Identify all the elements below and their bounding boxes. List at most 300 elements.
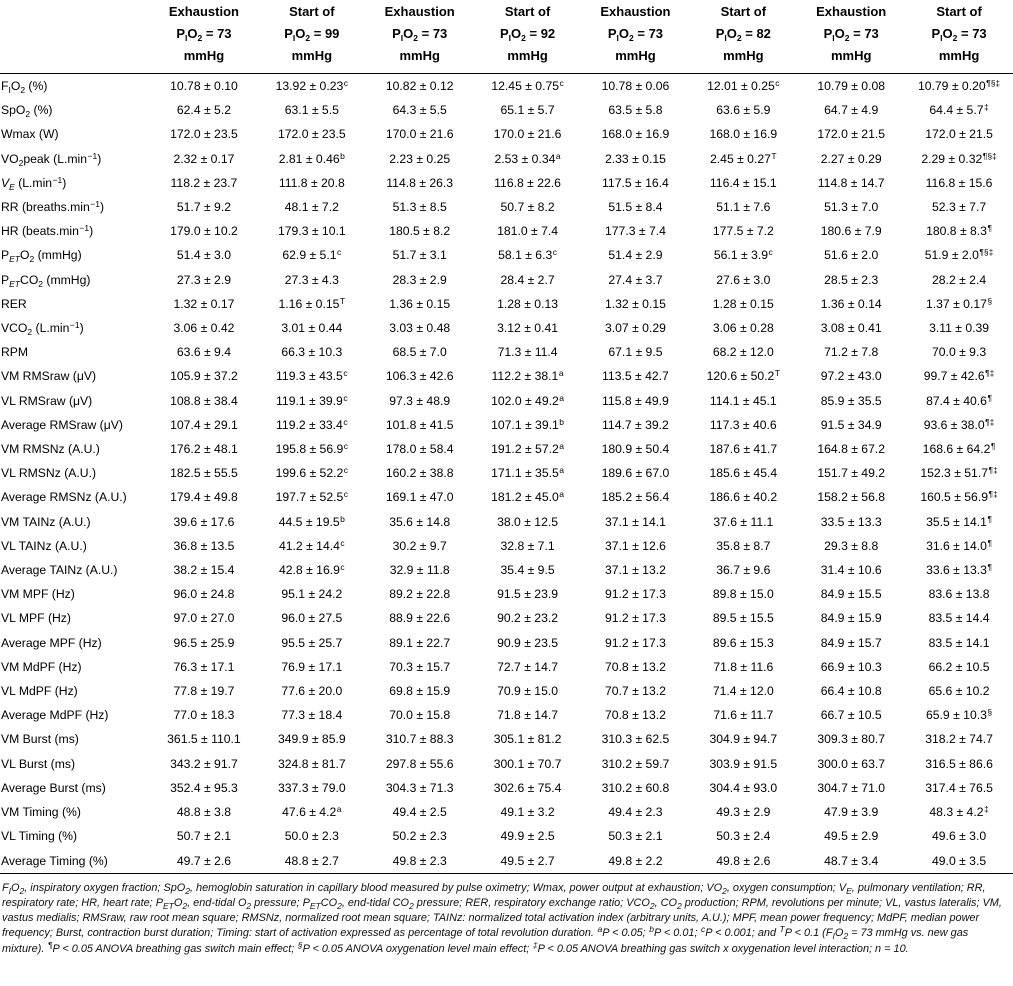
cell-value: 37.1 ± 12.6 bbox=[604, 538, 666, 553]
cell-value: 64.3 ± 5.5 bbox=[392, 103, 447, 118]
table-cell bbox=[150, 582, 258, 606]
header-text: O bbox=[618, 26, 630, 41]
cell-value: 2.32 ± 0.17 bbox=[173, 151, 235, 166]
cell-value: 349.9 ± 85.9 bbox=[277, 732, 346, 747]
cell-value: 84.9 ± 15.5 bbox=[820, 587, 882, 602]
significance-marker: a bbox=[336, 804, 342, 815]
cell-value: 84.9 ± 15.9 bbox=[820, 611, 882, 626]
significance-marker: a bbox=[559, 489, 565, 500]
table-cell bbox=[366, 606, 474, 630]
table-cell bbox=[258, 292, 366, 316]
cell-value: 50.3 ± 2.4 bbox=[716, 829, 771, 844]
footnote-text: F bbox=[2, 881, 9, 894]
cell-value: 89.2 ± 22.8 bbox=[389, 587, 451, 602]
table-cell bbox=[258, 824, 366, 848]
cell-value: 96.0 ± 27.5 bbox=[281, 611, 343, 626]
cell-value: 30.2 ± 9.7 bbox=[392, 538, 447, 553]
significance-marker: c bbox=[552, 247, 557, 258]
cell-value: 12.01 ± 0.25 bbox=[707, 79, 775, 93]
table-cell bbox=[258, 655, 366, 679]
table-cell bbox=[474, 147, 582, 171]
table-cell bbox=[905, 364, 1013, 388]
cell-value: 3.06 ± 0.28 bbox=[712, 321, 774, 336]
cell-value: 310.3 ± 62.5 bbox=[601, 732, 670, 747]
table-row bbox=[0, 727, 1013, 751]
cell-value: 97.3 ± 48.9 bbox=[389, 393, 451, 408]
table-cell bbox=[905, 558, 1013, 582]
significance-marker: c bbox=[343, 465, 349, 476]
cell-value: 77.0 ± 18.3 bbox=[173, 708, 235, 723]
cell-value: 108.8 ± 38.4 bbox=[170, 393, 238, 408]
table-row bbox=[0, 558, 1013, 582]
cell-value: 72.7 ± 14.7 bbox=[497, 659, 559, 674]
table-cell bbox=[905, 510, 1013, 534]
table-cell bbox=[474, 703, 582, 727]
table-cell bbox=[366, 437, 474, 461]
table-cell bbox=[474, 219, 582, 243]
row-label bbox=[0, 98, 150, 122]
label-text: ) bbox=[62, 175, 67, 190]
column-header-line1: Exhaustion bbox=[600, 4, 671, 19]
header-text: = 99 bbox=[310, 26, 340, 41]
header-text: P bbox=[499, 26, 509, 41]
cell-value: 47.6 ± 4.2 bbox=[282, 805, 337, 820]
table-cell bbox=[258, 98, 366, 122]
footnote-subscript: 2 bbox=[409, 900, 414, 911]
significance-marker: ¶ bbox=[990, 441, 996, 452]
table-cell bbox=[258, 243, 366, 267]
table-cell bbox=[150, 98, 258, 122]
cell-value: 70.9 ± 15.0 bbox=[497, 684, 559, 699]
significance-marker: c bbox=[337, 247, 342, 258]
table-cell bbox=[366, 122, 474, 146]
table-cell bbox=[905, 703, 1013, 727]
cell-value: 64.7 ± 4.9 bbox=[824, 103, 879, 118]
column-header-line1: Start of bbox=[936, 4, 982, 19]
table-cell bbox=[150, 679, 258, 703]
table-cell bbox=[797, 606, 905, 630]
header-text: P bbox=[607, 26, 617, 41]
table-row bbox=[0, 849, 1013, 874]
header-text: P bbox=[715, 26, 725, 41]
table-cell bbox=[905, 389, 1013, 413]
cell-value: 63.5 ± 5.8 bbox=[608, 103, 663, 118]
label-text: (L.min bbox=[32, 321, 70, 336]
table-cell bbox=[582, 74, 690, 99]
table-cell bbox=[797, 122, 905, 146]
table-cell bbox=[366, 268, 474, 292]
cell-value: 38.2 ± 15.4 bbox=[173, 563, 235, 578]
cell-value: 48.8 ± 2.7 bbox=[284, 853, 339, 868]
table-body bbox=[0, 74, 1013, 874]
cell-value: 102.0 ± 49.2 bbox=[491, 393, 559, 408]
table-cell bbox=[150, 389, 258, 413]
cell-value: 28.3 ± 2.9 bbox=[392, 272, 447, 287]
cell-value: 95.5 ± 25.7 bbox=[281, 635, 343, 650]
table-row bbox=[0, 582, 1013, 606]
cell-value: 2.53 ± 0.34 bbox=[494, 151, 556, 166]
table-cell bbox=[150, 752, 258, 776]
table-row bbox=[0, 364, 1013, 388]
table-cell bbox=[689, 510, 797, 534]
table-cell bbox=[905, 195, 1013, 219]
row-label bbox=[0, 631, 150, 655]
footnote-superscript: ‡ bbox=[532, 939, 538, 950]
label-text: RER bbox=[1, 296, 27, 311]
label-text: ) bbox=[97, 151, 102, 166]
cell-value: 107.1 ± 39.1 bbox=[491, 417, 559, 432]
table-cell bbox=[689, 679, 797, 703]
table-cell bbox=[905, 776, 1013, 800]
footnote-subscript: 2 bbox=[649, 900, 655, 911]
cell-value: 33.6 ± 13.3 bbox=[926, 563, 987, 578]
table-cell bbox=[797, 800, 905, 824]
significance-marker: § bbox=[987, 707, 993, 718]
table-cell bbox=[366, 292, 474, 316]
table-cell bbox=[689, 243, 797, 267]
row-label bbox=[0, 389, 150, 413]
footnote-subscript: ET bbox=[309, 900, 321, 911]
cell-value: 189.6 ± 67.0 bbox=[601, 466, 670, 481]
cell-value: 168.0 ± 16.9 bbox=[601, 127, 670, 142]
table-cell bbox=[366, 316, 474, 340]
table-cell bbox=[474, 849, 582, 874]
cell-value: 29.3 ± 8.8 bbox=[824, 538, 879, 553]
table-cell bbox=[474, 268, 582, 292]
footnote-subscript: 2 bbox=[246, 900, 252, 911]
cell-value: 77.6 ± 20.0 bbox=[281, 684, 343, 699]
cell-value: 185.2 ± 56.4 bbox=[601, 490, 670, 505]
table-cell bbox=[797, 534, 905, 558]
cell-value: 116.4 ± 15.1 bbox=[709, 175, 777, 190]
table-cell bbox=[905, 582, 1013, 606]
table-cell bbox=[582, 98, 690, 122]
table-cell bbox=[689, 485, 797, 509]
row-label bbox=[0, 727, 150, 751]
table-cell bbox=[797, 824, 905, 848]
cell-value: 51.4 ± 3.0 bbox=[176, 248, 231, 263]
cell-value: 169.1 ± 47.0 bbox=[385, 490, 454, 505]
significance-marker: ¶‡ bbox=[985, 368, 995, 379]
cell-value: 343.2 ± 91.7 bbox=[170, 756, 238, 771]
cell-value: 1.16 ± 0.15 bbox=[278, 296, 340, 311]
label-superscript: −1 bbox=[69, 320, 80, 331]
label-text: Average RMSNz (A.U.) bbox=[1, 490, 127, 505]
cell-value: 180.9 ± 50.4 bbox=[601, 442, 670, 457]
table-row bbox=[0, 606, 1013, 630]
footnote-text: , pulmonary ventilation; RR, respiratory rate; HR, heart rate; P bbox=[2, 881, 986, 909]
table-row bbox=[0, 98, 1013, 122]
cell-value: 31.4 ± 10.6 bbox=[820, 563, 882, 578]
table-cell bbox=[258, 631, 366, 655]
table-cell bbox=[689, 800, 797, 824]
table-row bbox=[0, 171, 1013, 195]
table-cell bbox=[797, 752, 905, 776]
table-cell bbox=[905, 316, 1013, 340]
cell-value: 83.5 ± 14.4 bbox=[928, 611, 990, 626]
table-cell bbox=[258, 727, 366, 751]
table-cell bbox=[797, 461, 905, 485]
label-text: VM RMSraw (μV) bbox=[1, 369, 97, 384]
label-subscript: E bbox=[9, 181, 15, 192]
table-row bbox=[0, 631, 1013, 655]
table-cell bbox=[258, 776, 366, 800]
cell-value: 195.8 ± 56.9 bbox=[275, 442, 344, 457]
header-text: = 73 bbox=[202, 26, 232, 41]
cell-value: 64.4 ± 5.7 bbox=[929, 103, 984, 118]
table-row bbox=[0, 679, 1013, 703]
cell-value: 1.28 ± 0.15 bbox=[712, 296, 774, 311]
cell-value: 310.2 ± 60.8 bbox=[601, 780, 670, 795]
cell-value: 89.8 ± 15.0 bbox=[712, 587, 774, 602]
row-label bbox=[0, 171, 150, 195]
label-text: VM MdPF (Hz) bbox=[1, 659, 82, 674]
table-cell bbox=[689, 413, 797, 437]
table-cell bbox=[689, 437, 797, 461]
table-cell bbox=[258, 147, 366, 171]
table-cell bbox=[258, 534, 366, 558]
row-label bbox=[0, 485, 150, 509]
significance-marker: a bbox=[558, 368, 564, 379]
table-cell bbox=[689, 195, 797, 219]
table-cell bbox=[582, 437, 690, 461]
table-cell bbox=[582, 485, 690, 509]
table-cell bbox=[797, 703, 905, 727]
footnote-superscript: a bbox=[597, 924, 603, 935]
cell-value: 77.3 ± 18.4 bbox=[281, 708, 343, 723]
header-subscript: I bbox=[292, 33, 296, 43]
cell-value: 172.0 ± 23.5 bbox=[277, 127, 346, 142]
table-cell bbox=[366, 727, 474, 751]
label-text: O bbox=[20, 248, 30, 263]
label-text: VO bbox=[1, 151, 19, 166]
cell-value: 2.33 ± 0.15 bbox=[604, 151, 666, 166]
table-cell bbox=[582, 703, 690, 727]
table-cell bbox=[258, 606, 366, 630]
cell-value: 70.8 ± 13.2 bbox=[604, 659, 666, 674]
column-header-line1: Exhaustion bbox=[168, 4, 239, 19]
table-cell bbox=[474, 655, 582, 679]
table-cell bbox=[258, 679, 366, 703]
table-cell bbox=[582, 776, 690, 800]
table-cell bbox=[905, 631, 1013, 655]
table-cell bbox=[366, 195, 474, 219]
table-cell bbox=[150, 727, 258, 751]
significance-marker: ¶ bbox=[987, 562, 993, 573]
cell-value: 97.2 ± 43.0 bbox=[820, 369, 882, 384]
table-cell bbox=[582, 582, 690, 606]
table-cell bbox=[582, 389, 690, 413]
label-subscript: 2 bbox=[18, 157, 24, 168]
row-label bbox=[0, 316, 150, 340]
label-text: VM Timing (%) bbox=[1, 805, 81, 820]
cell-value: 51.5 ± 8.4 bbox=[608, 200, 663, 215]
table-cell bbox=[689, 849, 797, 874]
table-cell bbox=[474, 558, 582, 582]
table-cell bbox=[474, 122, 582, 146]
table-cell bbox=[150, 485, 258, 509]
significance-marker: b bbox=[340, 150, 345, 161]
label-text: VL TAINz (A.U.) bbox=[1, 538, 87, 553]
table-cell bbox=[905, 171, 1013, 195]
cell-value: 28.5 ± 2.3 bbox=[824, 272, 879, 287]
table-cell bbox=[582, 171, 690, 195]
table-cell bbox=[582, 727, 690, 751]
cell-value: 300.1 ± 70.7 bbox=[493, 756, 562, 771]
table-cell bbox=[905, 485, 1013, 509]
significance-marker: b bbox=[559, 416, 565, 427]
cell-value: 33.5 ± 13.3 bbox=[820, 514, 882, 529]
significance-marker: ¶ bbox=[987, 223, 993, 234]
table-cell bbox=[797, 631, 905, 655]
row-label bbox=[0, 437, 150, 461]
table-cell bbox=[258, 268, 366, 292]
table-cell bbox=[474, 437, 582, 461]
cell-value: 10.79 ± 0.08 bbox=[817, 79, 886, 93]
cell-value: 89.6 ± 15.3 bbox=[712, 635, 774, 650]
cell-value: 35.6 ± 14.8 bbox=[389, 514, 451, 529]
table-cell bbox=[150, 655, 258, 679]
cell-value: 27.3 ± 4.3 bbox=[284, 272, 339, 287]
table-cell bbox=[582, 849, 690, 874]
table-cell bbox=[150, 534, 258, 558]
row-label bbox=[0, 219, 150, 243]
cell-value: 119.3 ± 43.5 bbox=[276, 369, 343, 384]
cell-value: 300.0 ± 63.7 bbox=[817, 756, 886, 771]
table-cell bbox=[474, 171, 582, 195]
table-cell bbox=[366, 534, 474, 558]
cell-value: 50.0 ± 2.3 bbox=[284, 829, 339, 844]
label-subscript: ET bbox=[9, 278, 21, 289]
table-cell bbox=[474, 243, 582, 267]
table-cell bbox=[797, 268, 905, 292]
row-label bbox=[0, 800, 150, 824]
label-text: HR (beats.min bbox=[1, 224, 79, 239]
cell-value: 3.11 ± 0.39 bbox=[929, 321, 990, 336]
cell-value: 1.37 ± 0.17 bbox=[925, 296, 987, 311]
cell-value: 66.2 ± 10.5 bbox=[928, 659, 990, 674]
label-superscript: −1 bbox=[79, 223, 90, 234]
cell-value: 62.4 ± 5.2 bbox=[176, 103, 231, 118]
footnote-subscript: E bbox=[846, 885, 852, 896]
label-subscript: 2 bbox=[27, 327, 33, 338]
cell-value: 1.28 ± 0.13 bbox=[497, 296, 559, 311]
column-header-line1: Start of bbox=[720, 4, 767, 19]
significance-marker: ¶‡ bbox=[985, 416, 995, 427]
footnote-text: P < 0.05 ANOVA oxygenation level main effect; bbox=[302, 942, 533, 955]
cell-value: 76.3 ± 17.1 bbox=[173, 659, 235, 674]
cell-value: 49.6 ± 3.0 bbox=[932, 829, 987, 844]
header-subscript: 2 bbox=[952, 33, 958, 43]
table-cell bbox=[258, 461, 366, 485]
table-cell bbox=[582, 147, 690, 171]
significance-marker: ¶ bbox=[987, 513, 993, 524]
label-text: VL Burst (ms) bbox=[1, 756, 76, 771]
table-cell bbox=[150, 122, 258, 146]
header-subscript: 2 bbox=[844, 33, 850, 43]
cell-value: 48.8 ± 3.8 bbox=[176, 805, 231, 820]
cell-value: 50.3 ± 2.1 bbox=[608, 829, 663, 844]
header-subscript: I bbox=[508, 33, 512, 43]
significance-marker: b bbox=[340, 513, 345, 524]
cell-value: 13.92 ± 0.23 bbox=[275, 79, 344, 93]
table-cell bbox=[366, 849, 474, 874]
table-row bbox=[0, 534, 1013, 558]
header-text: O bbox=[511, 26, 522, 41]
table-cell bbox=[582, 413, 690, 437]
table-cell bbox=[150, 461, 258, 485]
cell-value: 309.3 ± 80.7 bbox=[817, 732, 886, 747]
footnote-subscript: 2 bbox=[185, 885, 190, 896]
table-cell bbox=[474, 316, 582, 340]
footnote-superscript: T bbox=[779, 924, 785, 935]
table-cell bbox=[905, 800, 1013, 824]
table-cell bbox=[797, 98, 905, 122]
table-row bbox=[0, 122, 1013, 146]
cell-value: 38.0 ± 12.5 bbox=[497, 514, 559, 529]
cell-value: 76.9 ± 17.1 bbox=[281, 659, 343, 674]
row-label bbox=[0, 558, 150, 582]
cell-value: 28.2 ± 2.4 bbox=[932, 272, 987, 287]
cell-value: 119.2 ± 33.4 bbox=[276, 417, 343, 432]
cell-value: 352.4 ± 95.3 bbox=[170, 780, 238, 795]
significance-marker: a bbox=[559, 441, 565, 452]
row-label bbox=[0, 147, 150, 171]
table-cell bbox=[582, 316, 690, 340]
cell-value: 48.3 ± 4.2 bbox=[929, 805, 984, 820]
significance-marker: a bbox=[559, 392, 565, 403]
cell-value: 176.2 ± 48.1 bbox=[170, 442, 238, 457]
footnote-text: O bbox=[173, 896, 183, 909]
row-label bbox=[0, 292, 150, 316]
table-row bbox=[0, 147, 1013, 171]
significance-marker: ¶ bbox=[987, 392, 993, 403]
row-label bbox=[0, 752, 150, 776]
table-cell bbox=[474, 485, 582, 509]
table-cell bbox=[366, 98, 474, 122]
cell-value: 58.1 ± 6.3 bbox=[498, 248, 553, 263]
cell-value: 112.2 ± 38.1 bbox=[491, 369, 559, 384]
cell-value: 36.8 ± 13.5 bbox=[173, 538, 235, 553]
footnote-text: pressure; P bbox=[251, 896, 310, 909]
cell-value: 71.8 ± 11.6 bbox=[713, 659, 774, 674]
footnote-subscript: 2 bbox=[182, 900, 188, 911]
table-row bbox=[0, 485, 1013, 509]
cell-value: 115.8 ± 49.9 bbox=[602, 393, 669, 408]
footnote-text: O bbox=[834, 927, 844, 940]
label-superscript: −1 bbox=[52, 174, 63, 185]
significance-marker: T bbox=[771, 150, 777, 161]
table-cell bbox=[582, 268, 690, 292]
cell-value: 68.5 ± 7.0 bbox=[392, 345, 447, 360]
table-cell bbox=[582, 195, 690, 219]
column-header bbox=[366, 0, 474, 74]
table-cell bbox=[366, 558, 474, 582]
table-row bbox=[0, 655, 1013, 679]
header-subscript: I bbox=[940, 33, 943, 43]
cell-value: 91.5 ± 34.9 bbox=[820, 417, 882, 432]
table-cell bbox=[797, 171, 905, 195]
label-subscript: ET bbox=[9, 254, 21, 265]
cell-value: 90.9 ± 23.5 bbox=[497, 635, 559, 650]
label-superscript: −1 bbox=[90, 199, 100, 210]
cell-value: 297.8 ± 55.6 bbox=[385, 756, 454, 771]
column-header-line3: mmHg bbox=[723, 48, 764, 63]
table-row bbox=[0, 752, 1013, 776]
table-cell bbox=[150, 558, 258, 582]
footnote-text: P < 0.05 ANOVA breathing gas switch main effect; bbox=[52, 942, 298, 955]
cell-value: 106.3 ± 42.6 bbox=[385, 369, 454, 384]
